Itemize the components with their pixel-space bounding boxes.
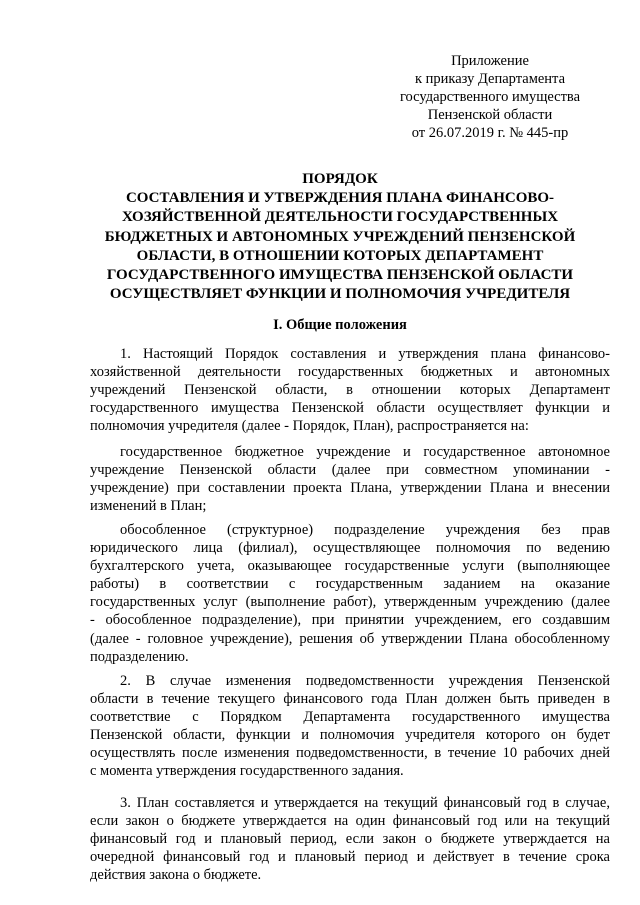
title-line: БЮДЖЕТНЫХ И АВТОНОМНЫХ УЧРЕЖДЕНИЙ ПЕНЗЕНСКОЙ xyxy=(104,228,576,245)
title-line: ОБЛАСТИ, В ОТНОШЕНИИ КОТОРЫХ ДЕПАРТАМЕНТ xyxy=(136,247,544,264)
document-title xyxy=(90,170,590,304)
paragraph-line: 1. Настоящий Порядок составления и утверждения плана финансово- xyxy=(120,346,610,362)
appendix-line: к приказу Департамента xyxy=(414,71,566,87)
paragraph-line: государственных услуг (выполнение работ), утвержденным учреждению (далее xyxy=(90,594,610,611)
paragraph-line: работы) в соответствии с государственным заданием на оказание xyxy=(90,576,610,593)
paragraph-line: государственного имущества Пензенской области осуществляет функции и xyxy=(90,400,610,417)
paragraph-4 xyxy=(90,672,610,781)
paragraph-line: учреждение) при составлении проекта Плана, утверждении Плана и внесении xyxy=(90,480,610,497)
paragraph-5 xyxy=(90,794,610,884)
paragraph-line: 3. План составляется и утверждается на текущий финансовый год в случае, xyxy=(120,795,610,811)
paragraph-line: юридического лица (филиал), осуществляющее полномочия по ведению xyxy=(90,540,610,557)
paragraph-2 xyxy=(90,443,610,515)
paragraph-line: осуществлять после изменения подведомственности, в течение 10 рабочих дней xyxy=(90,745,610,762)
section-heading: I. Общие положения xyxy=(273,317,407,333)
paragraph-line: соответствие с Порядком Департамента государственного имущества xyxy=(90,709,610,726)
title-line: ОСУЩЕСТВЛЯЕТ ФУНКЦИИ И ПОЛНОМОЧИЯ УЧРЕДИТЕЛЯ xyxy=(109,286,571,303)
paragraph-line: изменений в План; xyxy=(90,498,207,515)
paragraph-line: 2. В случае изменения подведомственности учреждения Пензенской xyxy=(120,673,610,689)
paragraph-line: (далее - головное учреждение), решения об утверждении Плана обособленному xyxy=(90,630,610,647)
paragraph-line: финансовый год и плановый период, если закон о бюджете утверждается на xyxy=(90,831,610,848)
paragraph-line: Пензенской области, функции и полномочия учредителя которого он будет xyxy=(90,727,610,744)
paragraph-line: обособленное (структурное) подразделение учреждения без прав xyxy=(120,522,610,538)
paragraph-line: если закон о бюджете утверждается на один финансовый год или на текущий xyxy=(90,813,610,830)
appendix-line: Приложение xyxy=(451,53,529,69)
paragraph-line: с момента утверждения государственного задания. xyxy=(90,763,404,780)
title-line: СОСТАВЛЕНИЯ И УТВЕРЖДЕНИЯ ПЛАНА ФИНАНСОВО- xyxy=(125,190,555,207)
paragraph-1 xyxy=(90,345,610,435)
appendix-line: Пензенской области xyxy=(427,107,553,123)
paragraph-line: области в течение текущего финансового года План должен быть приведен в xyxy=(90,691,610,708)
paragraph-line: государственное бюджетное учреждение и государственное автономное xyxy=(120,444,610,460)
appendix-header xyxy=(360,52,620,142)
paragraph-line: действия закона о бюджете. xyxy=(90,867,262,884)
appendix-line: государственного имущества xyxy=(399,89,581,105)
paragraph-line: - обособленное подразделение), при принятии учреждением, его создавшим xyxy=(90,612,610,629)
title-line: ПОРЯДОК xyxy=(302,171,378,187)
paragraph-line: очередной финансовый год и плановый период и действует в течение срока xyxy=(90,849,610,866)
paragraph-line: учреждений Пензенской области, в отношении которых Департамент xyxy=(90,382,610,399)
title-line: ГОСУДАРСТВЕННОГО ИМУЩЕСТВА ПЕНЗЕНСКОЙ ОБЛАСТИ xyxy=(106,267,574,284)
paragraph-3 xyxy=(90,521,610,666)
paragraph-line: учреждение Пензенской области (далее при совместном упоминании - xyxy=(90,462,610,479)
paragraph-line: бухгалтерского учета, оказывающее государственные услуги (выполняющее xyxy=(90,558,610,575)
paragraph-line: хозяйственной деятельности государственных бюджетных и автономных xyxy=(90,364,610,381)
paragraph-line: полномочия учредителя (далее - Порядок, План), распространяется на: xyxy=(90,418,529,435)
paragraph-line: подразделению. xyxy=(90,648,189,665)
appendix-line: от 26.07.2019 г. № 445-пр xyxy=(411,125,569,141)
title-line: ХОЗЯЙСТВЕННОЙ ДЕЯТЕЛЬНОСТИ ГОСУДАРСТВЕННЫХ xyxy=(121,209,559,226)
